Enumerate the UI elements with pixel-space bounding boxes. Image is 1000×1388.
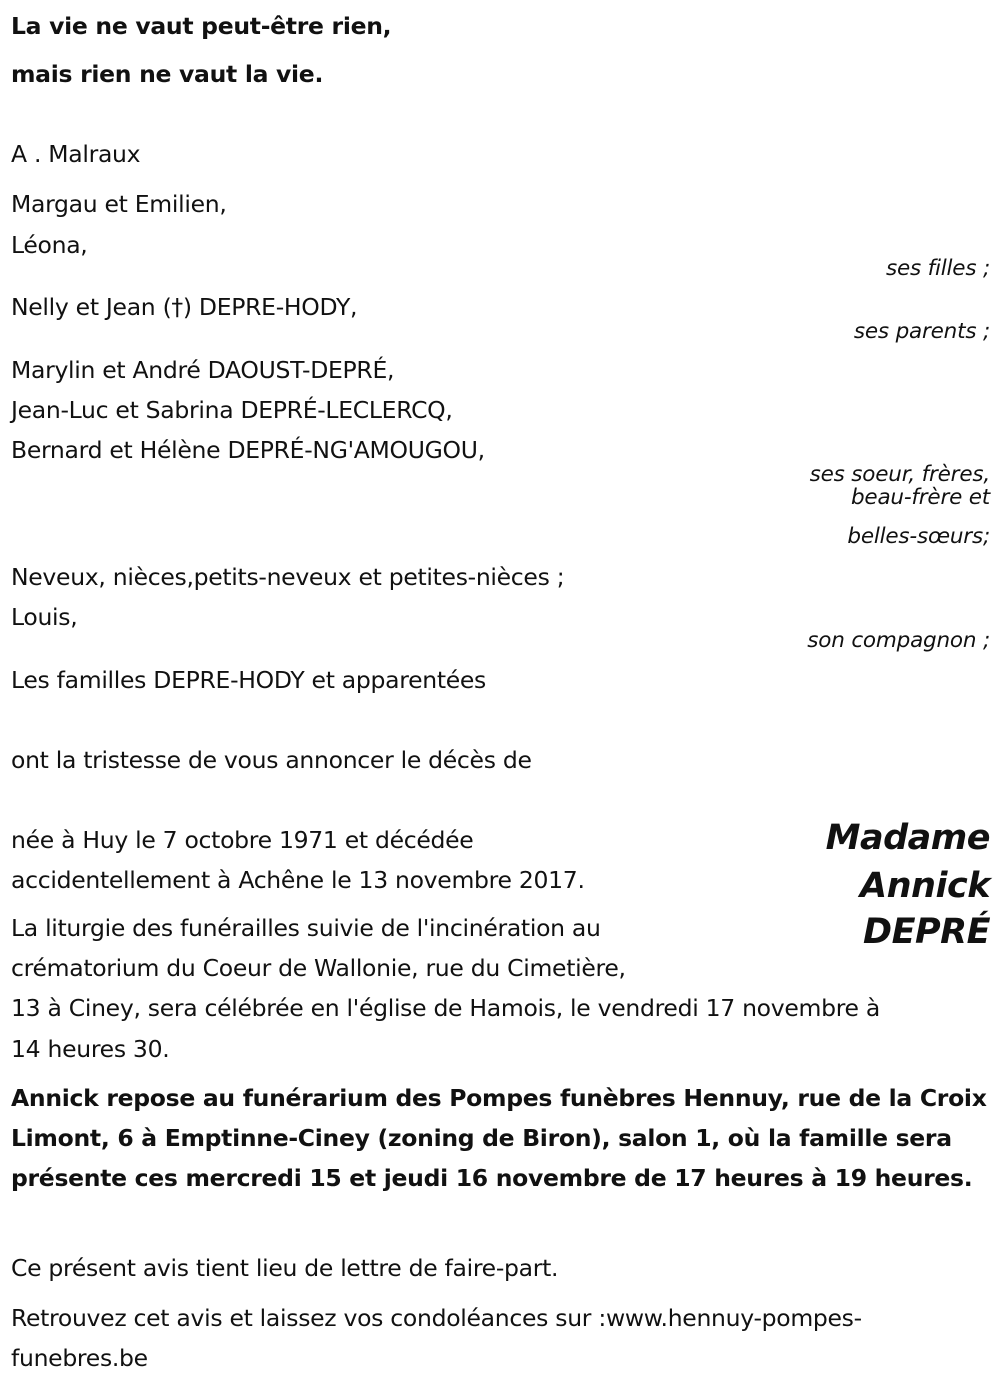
quote-line-2: mais rien ne vaut la vie. bbox=[11, 60, 324, 88]
sibling-3: Bernard et Hélène DEPRÉ-NG'AMOUGOU, bbox=[11, 436, 485, 464]
families: Les familles DEPRE-HODY et apparentées bbox=[11, 666, 486, 694]
role-parents: ses parents ; bbox=[853, 319, 990, 344]
role-siblings-2: beau-frère et bbox=[850, 485, 990, 510]
quote-author: A . Malraux bbox=[11, 140, 141, 168]
liturgy-line-1: La liturgie des funérailles suivie de l'incinération au bbox=[11, 914, 601, 942]
visitation-info: Annick repose au funérarium des Pompes funèbres Hennuy, rue de la Croix Limont, 6 à Emptinne-Ciney (zoning de Biron), salon 1, où la famille sera présente ces mercredi 15 et jeudi 16 novembre de 17 heures à 19 heures. bbox=[11, 1084, 987, 1192]
birth-line-1: née à Huy le 7 octobre 1971 et décédée bbox=[11, 826, 474, 854]
announcement: ont la tristesse de vous annoncer le décès de bbox=[11, 746, 532, 774]
parents: Nelly et Jean (†) DEPRE-HODY, bbox=[11, 293, 358, 321]
nephews-nieces: Neveux, nièces,petits-neveux et petites-nièces ; bbox=[11, 563, 565, 591]
companion: Louis, bbox=[11, 603, 78, 631]
daughter-1: Margau et Emilien, bbox=[11, 190, 227, 218]
sibling-2: Jean-Luc et Sabrina DEPRÉ-LECLERCQ, bbox=[11, 396, 453, 424]
role-companion: son compagnon ; bbox=[807, 628, 990, 653]
deceased-first-name: Annick bbox=[860, 866, 990, 906]
quote-line-1: La vie ne vaut peut-être rien, bbox=[11, 12, 392, 40]
daughter-2: Léona, bbox=[11, 231, 88, 259]
liturgy-line-3: 13 à Ciney, sera célébrée en l'église de Hamois, le vendredi 17 novembre à bbox=[11, 994, 880, 1022]
birth-line-2: accidentellement à Achêne le 13 novembre 2017. bbox=[11, 866, 585, 894]
liturgy-line-4: 14 heures 30. bbox=[11, 1035, 170, 1063]
role-daughters: ses filles ; bbox=[885, 256, 990, 281]
condolences-link[interactable]: Retrouvez cet avis et laissez vos condoléances sur :www.hennuy-pompes-funebres.be bbox=[11, 1304, 862, 1372]
liturgy-line-2: crématorium du Coeur de Wallonie, rue du Cimetière, bbox=[11, 954, 626, 982]
notice-statement: Ce présent avis tient lieu de lettre de faire-part. bbox=[11, 1254, 559, 1282]
role-siblings-1: ses soeur, frères, bbox=[809, 462, 990, 487]
deceased-last-name: DEPRÉ bbox=[863, 912, 990, 952]
sibling-1: Marylin et André DAOUST-DEPRÉ, bbox=[11, 356, 395, 384]
role-siblings-3: belles-sœurs; bbox=[847, 524, 990, 549]
deceased-title: Madame bbox=[825, 818, 990, 858]
